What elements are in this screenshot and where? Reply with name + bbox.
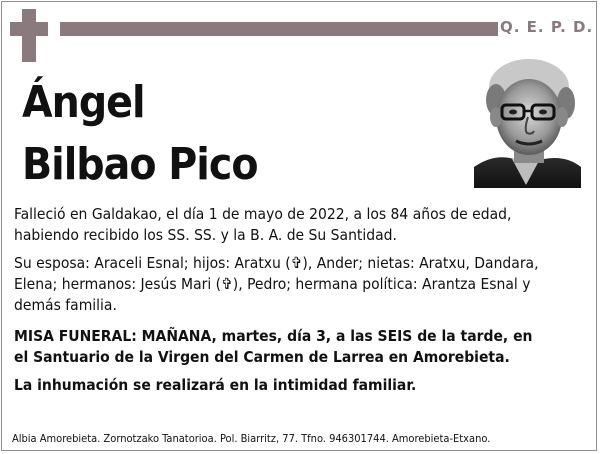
- cross-icon-horizontal: [10, 22, 48, 36]
- death-info: [14, 204, 586, 246]
- family-list-line: Elena; hermanos: Jesús Mari (✞), Pedro; hermana política: Arantza Esnal y: [14, 275, 531, 293]
- qepd-label: Q. E. P. D.: [500, 18, 594, 36]
- portrait-photo: [474, 55, 581, 188]
- funeral-home-footer: Albia Amorebieta. Zornotzako Tanatorioa. Pol. Biarritz, 77. Tfno. 946301744. Amorebieta-Etxano.: [12, 432, 491, 445]
- death-info-line: Falleció en Galdakao, el día 1 de mayo de 2022, a los 84 años de edad,: [14, 205, 512, 223]
- burial-info: La inhumación se realizará en la intimidad familiar.: [14, 376, 417, 394]
- funeral-mass-info: [14, 326, 586, 368]
- header-bar: [60, 22, 498, 36]
- deceased-name-first: Ángel: [22, 77, 145, 128]
- death-info-line: habiendo recibido los SS. SS. y la B. A. de Su Santidad.: [14, 226, 397, 244]
- family-list: [14, 253, 586, 316]
- family-list-line: Su esposa: Araceli Esnal; hijos: Aratxu (✞), Ander; nietas: Aratxu, Dandara,: [14, 254, 539, 272]
- deceased-name-surnames: Bilbao Pico: [22, 139, 258, 190]
- funeral-mass-line: MISA FUNERAL: MAÑANA, martes, día 3, a las SEIS de la tarde, en: [14, 327, 533, 345]
- family-list-line: demás familia.: [14, 296, 117, 314]
- portrait-photo-image: [474, 55, 581, 188]
- funeral-mass-line: el Santuario de la Virgen del Carmen de Larrea en Amorebieta.: [14, 348, 510, 366]
